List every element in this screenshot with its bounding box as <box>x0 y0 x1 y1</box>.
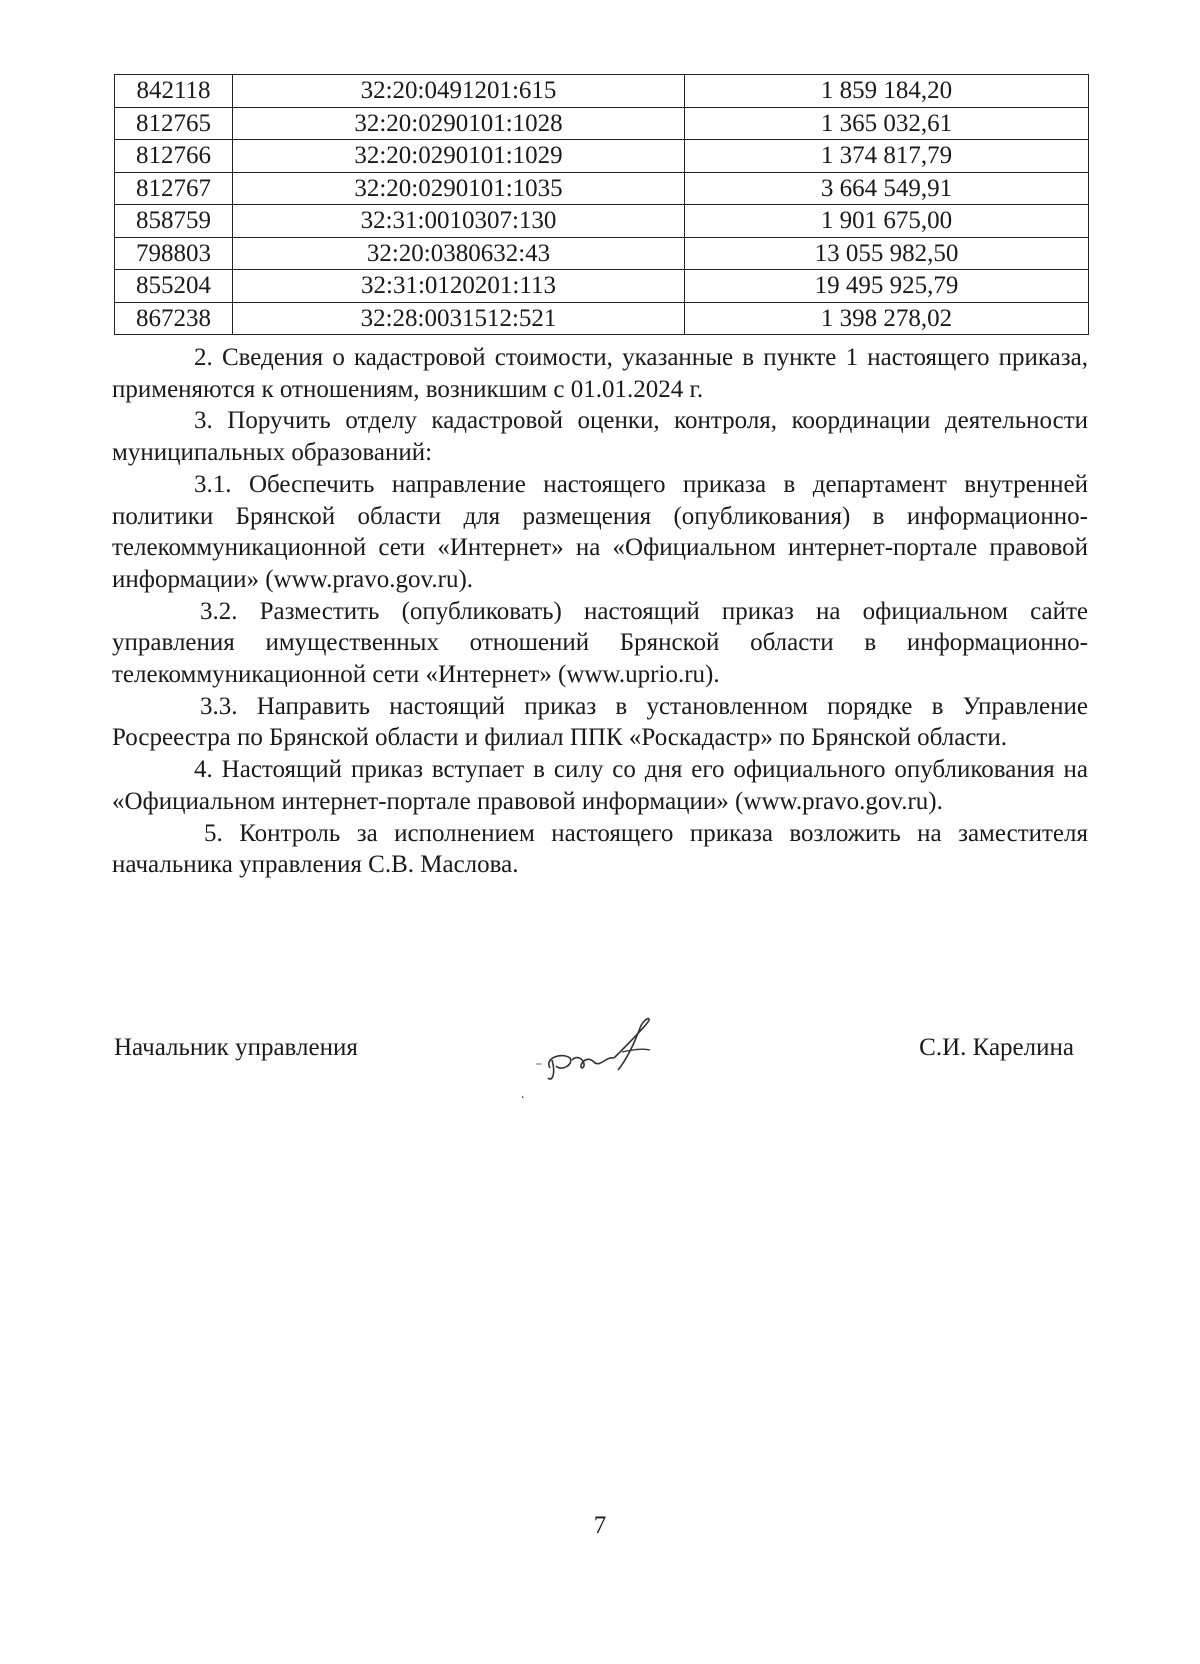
row-number-cell: 812765 <box>115 107 233 140</box>
cadastral-number-cell: 32:28:0031512:521 <box>233 302 685 335</box>
cadastral-number-cell: 32:20:0491201:615 <box>233 75 685 108</box>
row-number-cell: 812767 <box>115 172 233 205</box>
paragraph-2: 2. Сведения о кадастровой стоимости, указанные в пункте 1 настоящего приказа, применяются к отношениям, возникшим с 01.01.2024 г. <box>112 344 1088 403</box>
table-row <box>115 237 1089 270</box>
cadastral-number-cell: 32:31:0120201:113 <box>233 270 685 303</box>
order-body-text <box>112 342 1088 881</box>
row-number-cell: 855204 <box>115 270 233 303</box>
cadastral-value-cell: 3 664 549,91 <box>685 172 1089 205</box>
row-number-cell: 798803 <box>115 237 233 270</box>
table-row <box>115 302 1089 335</box>
paragraph-3-2: 3.2. Разместить (опубликовать) настоящий приказ на официальном сайте управления имущественных отношений Брянской области в информационно-телекоммуникационной сети «Интернет» (www.uprio.ru). <box>112 597 1088 689</box>
page-number: 7 <box>593 1512 607 1539</box>
row-number-cell: 867238 <box>115 302 233 335</box>
table-row <box>115 75 1089 108</box>
cadastral-value-cell: 1 398 278,02 <box>685 302 1089 335</box>
cadastral-number-cell: 32:31:0010307:130 <box>233 205 685 238</box>
cadastral-number-cell: 32:20:0380632:43 <box>233 237 685 270</box>
table-row <box>115 270 1089 303</box>
handwritten-signature <box>522 1008 672 1098</box>
cadastral-value-cell: 13 055 982,50 <box>685 237 1089 270</box>
row-number-cell: 858759 <box>115 205 233 238</box>
signature-block <box>114 1018 1074 1108</box>
cadastral-number-cell: 32:20:0290101:1035 <box>233 172 685 205</box>
table-row <box>115 205 1089 238</box>
paragraph-4: 4. Настоящий приказ вступает в силу со дня его официального опубликования на «Официальном интернет-портале правовой информации» (www.pravo.gov.ru). <box>112 756 1088 815</box>
paragraph-3: 3. Поручить отделу кадастровой оценки, контроля, координации деятельности муниципальных образований: <box>112 407 1088 467</box>
table-row <box>115 140 1089 173</box>
row-number-cell: 812766 <box>115 140 233 173</box>
paragraph-3-3: 3.3. Направить настоящий приказ в установленном порядке в Управление Росреестра по Брянской области и филиал ППК «Роскадастр» по Брянской области. <box>112 692 1088 752</box>
cadastral-value-cell: 1 901 675,00 <box>685 205 1089 238</box>
table-row <box>115 172 1089 205</box>
paragraph-5: 5. Контроль за исполнением настоящего приказа возложить на заместителя начальника управления С.В. Маслова. <box>112 819 1088 879</box>
row-number-cell: 842118 <box>115 75 233 108</box>
table-row <box>115 107 1089 140</box>
cadastral-value-table <box>114 74 1089 335</box>
signatory-name: С.И. Карелина <box>919 1034 1074 1061</box>
cadastral-value-cell: 19 495 925,79 <box>685 270 1089 303</box>
cadastral-value-table-container <box>114 74 1088 335</box>
cadastral-value-cell: 1 374 817,79 <box>685 140 1089 173</box>
cadastral-number-cell: 32:20:0290101:1028 <box>233 107 685 140</box>
cadastral-number-cell: 32:20:0290101:1029 <box>233 140 685 173</box>
cadastral-value-cell: 1 859 184,20 <box>685 75 1089 108</box>
cadastral-value-cell: 1 365 032,61 <box>685 107 1089 140</box>
signatory-title: Начальник управления <box>114 1034 358 1061</box>
paragraph-3-1: 3.1. Обеспечить направление настоящего приказа в департамент внутренней политики Брянской области для размещения (опубликования) в информационно-телекоммуникационной сети «Интернет» на «Официальном интернет-портале правовой информации» (www.pravo.gov.ru). <box>112 470 1088 593</box>
